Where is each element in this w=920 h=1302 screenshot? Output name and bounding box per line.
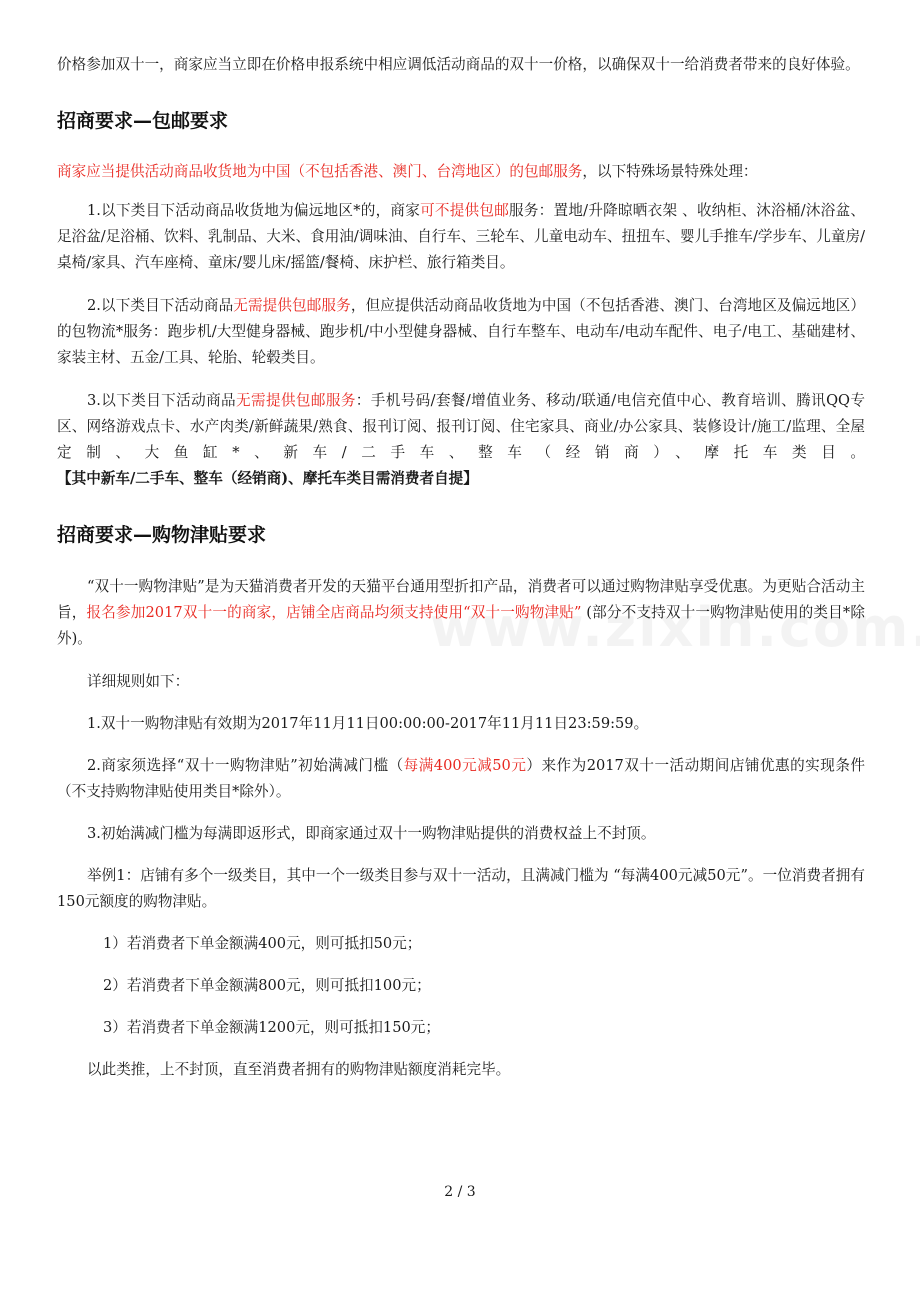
document-page — [57, 52, 865, 1083]
allowance-intro-highlight: 报名参加2017双十一的商家，店铺全店商品均须支持使用“双十一购物津贴” — [86, 604, 582, 621]
item1-pre: 1.以下类目下活动商品收货地为偏远地区*的，商家 — [87, 202, 421, 219]
item2-highlight: 无需提供包邮服务 — [233, 297, 351, 314]
rule2-post: ）来作为2017双十一活动期间店铺优惠的实现条件（不支持购物津贴使用类目*除外）。 — [57, 757, 865, 800]
shipping-lead — [57, 159, 865, 185]
rule-1: 1.双十一购物津贴有效期为2017年11月11日00:00:00-2017年11月11日23:59:59。 — [87, 715, 649, 732]
allowance-intro-pre: “双十一购物津贴”是为天猫消费者开发的天猫平台通用型折扣产品，消费者可以通过购物津贴享受优惠。为更贴合活动主旨， — [57, 578, 865, 621]
item3-highlight: 无需提供包邮服务 — [236, 392, 356, 409]
shipping-lead-highlight: 商家应当提供活动商品收货地为中国（不包括香港、澳门、台湾地区）的包邮服务 — [57, 163, 583, 180]
item1-post: 服务：置地/升降晾晒衣架 、收纳柜、沐浴桶/沐浴盆、足浴盆/足浴桶、饮料、乳制品、大米、食用油/调味油、自行车、三轮车、儿童电动车、扭扭车、婴儿手推车/学步车、儿童房/桌椅/家具、汽车座椅、童床/婴儿床/摇篮/餐椅、床护栏、旅行箱类目。 — [57, 202, 865, 271]
item1-highlight: 可不提供包邮 — [420, 202, 510, 219]
page-number: 2 / 3 — [444, 1184, 476, 1200]
example-case-1: 1）若消费者下单金额满400元，则可抵扣50元； — [103, 935, 422, 952]
item3-bold-note: 【其中新车/二手车、整车（经销商)、摩托车类目需消费者自提】 — [57, 470, 478, 487]
rule2-pre: 2.商家须选择“双十一购物津贴”初始满减门槛（ — [87, 757, 404, 774]
item2-pre: 2.以下类目下活动商品 — [87, 297, 234, 314]
rule2-highlight: 每满400元减50元 — [403, 757, 527, 774]
shipping-item-1 — [57, 198, 865, 276]
rule-2 — [57, 753, 865, 805]
item3-post: ：手机号码/套餐/增值业务、移动/联通/电信充值中心、教育培训、腾讯QQ专区、网络游戏点卡、水产肉类/新鲜蔬果/熟食、报刊订阅、报刊订阅、住宅家具、商业/办公家具、装修设计/施工/监理、全屋定制、大鱼缸*、新车/二手车、整车（经销商）、摩托车类目。 — [57, 392, 865, 461]
shipping-lead-rest: ，以下特殊场景特殊处理： — [582, 163, 758, 180]
allowance-intro — [57, 574, 865, 652]
shipping-heading: 招商要求—包邮要求 — [57, 110, 229, 132]
example-1: 举例1：店铺有多个一级类目，其中一个一级类目参与双十一活动，且满减门槛为 “每满400元减50元”。一位消费者拥有150元额度的购物津贴。 — [57, 867, 865, 910]
shipping-item-2 — [57, 293, 865, 371]
item3-pre: 3.以下类目下活动商品 — [87, 392, 237, 409]
example-case-3: 3）若消费者下单金额满1200元，则可抵扣150元； — [103, 1019, 440, 1036]
closing-paragraph: 以此类推，上不封顶，直至消费者拥有的购物津贴额度消耗完毕。 — [87, 1061, 511, 1078]
shipping-item-3 — [57, 388, 865, 492]
rule-3: 3.初始满减门槛为每满即返形式，即商家通过双十一购物津贴提供的消费权益上不封顶。 — [87, 825, 656, 842]
allowance-intro-post: (部分不支持双十一购物津贴使用的类目*除外)。 — [57, 604, 865, 647]
item2-post: ，但应提供活动商品收货地为中国（不包括香港、澳门、台湾地区及偏远地区）的包物流*服务：跑步机/大型健身器械、跑步机/中小型健身器械、自行车整车、电动车/电动车配件、电子/电工、基础建材、家装主材、五金/工具、轮胎、轮毂类目。 — [57, 297, 865, 366]
allowance-heading: 招商要求—购物津贴要求 — [57, 524, 267, 546]
example-case-2: 2）若消费者下单金额满800元，则可抵扣100元； — [103, 977, 431, 994]
rules-title: 详细规则如下： — [87, 673, 190, 690]
intro-paragraph: 价格参加双十一，商家应当立即在价格申报系统中相应调低活动商品的双十一价格，以确保双十一给消费者带来的良好体验。 — [57, 56, 860, 73]
